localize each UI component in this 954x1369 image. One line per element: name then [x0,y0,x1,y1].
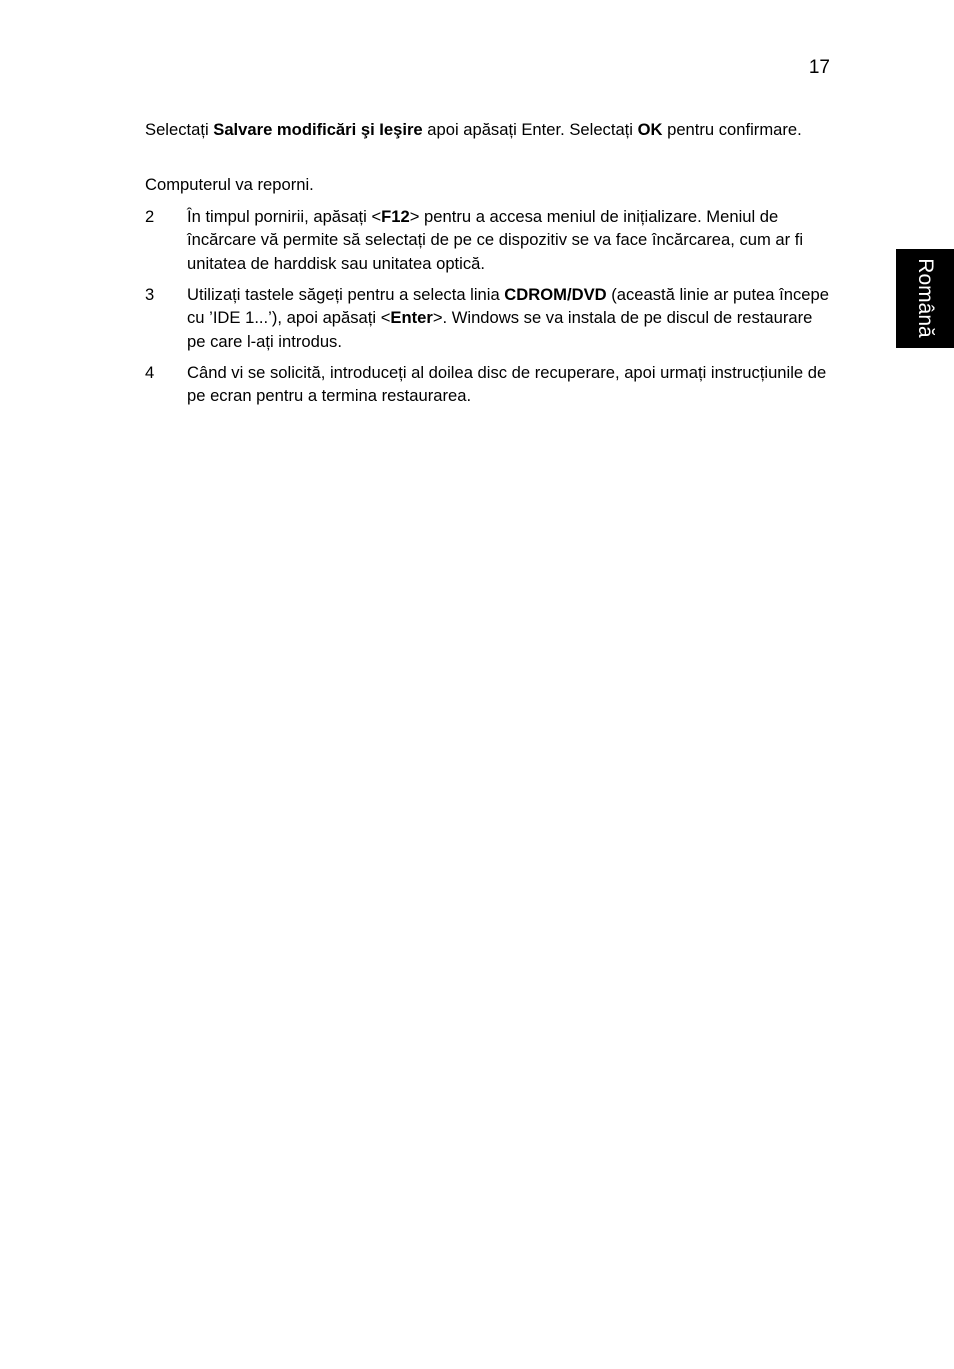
list-item-text: În timpul pornirii, apăsați <F12> pentru a accesa meniul de inițializare. Meniul de încărcare vă permite să selectați de pe ce dispozitiv se va face încărcarea, cum ar fi unitatea de harddisk sau unitatea optică. [187,207,804,273]
list-item-number: 3 [145,285,155,304]
para1-text-1: Selectați [145,120,214,139]
page-number: 17 [808,57,830,78]
instruction-paragraph [145,118,835,141]
para1-text-2: apoi apăsați Enter. Selectați [422,120,638,139]
list-item-text: Când vi se solicită, introduceți al doilea disc de recuperare, apoi urmați instrucțiunile de pe ecran pentru a termina restaurarea. [187,363,827,406]
language-tab-label: Română [914,258,937,338]
restart-note: Computerul va reporni. [145,175,314,194]
f12-key-label: F12 [381,207,410,226]
save-exit-option-label: Salvare modificări şi Ieşire [213,120,423,139]
list-item-number: 4 [145,363,155,382]
list-item-text: Utilizați tastele săgeți pentru a selecta linia CDROM/DVD (această linie ar putea începe cu ’IDE 1...’), apoi apăsați <Enter>. Windows se va instala de pe discul de restaurare pe care l-ați introdus. [187,285,829,351]
list-item-number: 2 [145,207,155,226]
enter-key-label: Enter [390,308,433,328]
language-side-tab [896,249,954,348]
cdrom-dvd-label: CDROM/DVD [504,285,607,304]
para1-text-3: pentru confirmare. [662,120,802,139]
ok-option-label: OK [637,120,663,139]
